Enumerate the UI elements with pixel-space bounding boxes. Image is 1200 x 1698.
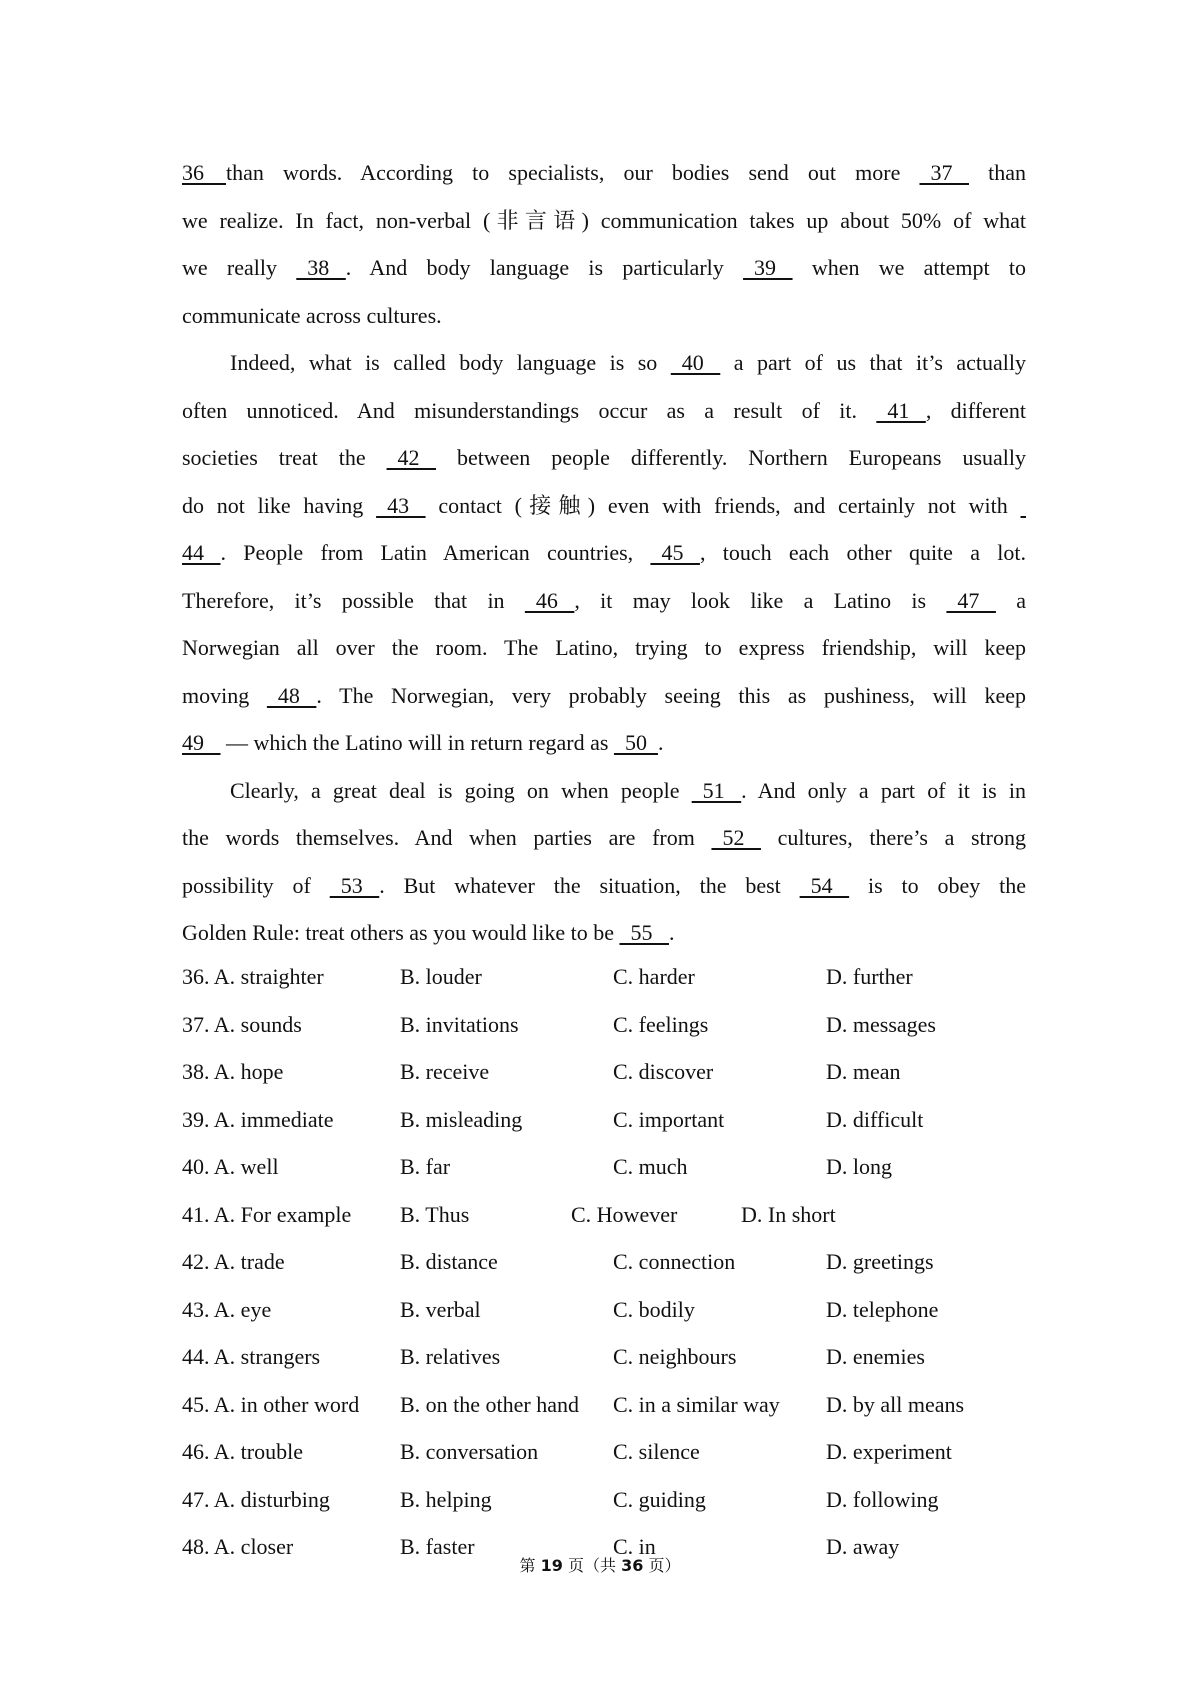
answer-blank: 44	[182, 540, 221, 565]
option-row	[182, 1476, 1026, 1524]
option-d: D. mean	[826, 1059, 901, 1084]
option-a: 36. A. straighter	[182, 964, 324, 989]
option-c: C. feelings	[613, 1011, 709, 1037]
passage-text: possibility of	[182, 872, 330, 898]
option-b: B. faster	[400, 1534, 475, 1559]
passage-text: — which the Latino will in return regard as	[220, 730, 614, 755]
answer-blank	[1021, 482, 1027, 530]
option-row	[182, 1381, 1026, 1429]
passage-text: between people differently. Northern Europeans usually	[436, 445, 1026, 470]
footer-page-number: 19	[540, 1556, 563, 1575]
option-a: 38. A. hope	[182, 1059, 284, 1084]
passage-text: is to obey the	[849, 872, 1026, 898]
option-b: B. on the other hand	[400, 1391, 580, 1417]
option-b: B. Thus	[400, 1201, 470, 1227]
passage-line	[182, 767, 1026, 815]
answer-blank: 53	[329, 872, 380, 898]
passage-line	[182, 577, 1026, 625]
answer-blank: 55	[619, 920, 669, 945]
page-footer	[0, 1553, 1200, 1576]
option-d: D. following	[826, 1486, 939, 1512]
option-c: C. neighbours	[613, 1344, 737, 1369]
option-row	[182, 1238, 1026, 1286]
passage-line	[182, 197, 1026, 245]
option-row	[182, 1428, 1026, 1476]
passage-text: . And only a part of it is in	[741, 777, 1026, 803]
option-b: B. conversation	[400, 1439, 539, 1464]
passage-line	[182, 529, 1026, 577]
option-a: 39. A. immediate	[182, 1106, 334, 1132]
option-b: B. invitations	[400, 1011, 519, 1037]
answer-blank: 51	[691, 777, 742, 803]
option-a: 43. A. eye	[182, 1296, 272, 1322]
option-a: 40. A. well	[182, 1154, 279, 1179]
passage-line	[182, 482, 1026, 530]
passage-text: . The Norwegian, very probably seeing this as pushiness, will keep	[316, 682, 1026, 708]
option-a: 37. A. sounds	[182, 1011, 302, 1037]
option-b: B. helping	[400, 1486, 492, 1512]
option-row	[182, 1001, 1026, 1049]
answer-blank: 40	[670, 350, 721, 375]
passage-line	[182, 244, 1026, 292]
option-a: 47. A. disturbing	[182, 1486, 330, 1512]
passage-text: than words. According to specialists, our bodies send out more	[226, 160, 920, 185]
passage-text: moving	[182, 682, 267, 708]
option-c: C. connection	[613, 1249, 736, 1274]
passage-text: Norwegian all over the room. The Latino, trying to express friendship, will keep	[182, 635, 1026, 660]
answer-blank: 47	[946, 587, 996, 613]
passage-text: we realize. In fact, non-verbal (非言语) communication takes up about 50% of what	[182, 207, 1026, 233]
passage-text: Therefore, it’s possible that in	[182, 587, 525, 613]
passage-line	[182, 909, 1026, 957]
footer-suffix: 页）	[643, 1556, 681, 1575]
option-b: B. distance	[400, 1249, 498, 1274]
footer-middle: 页（共	[562, 1556, 622, 1575]
option-a: 45. A. in other word	[182, 1391, 360, 1417]
passage-text: contact (接触) even with friends, and certainly not with	[425, 492, 1021, 518]
option-d: D. enemies	[826, 1344, 925, 1369]
passage-line	[182, 434, 1026, 482]
passage-line	[182, 719, 1026, 767]
passage-text: . But whatever the situation, the best	[379, 872, 800, 898]
option-b: B. far	[400, 1154, 451, 1179]
option-d: D. difficult	[826, 1106, 924, 1132]
passage-text: Golden Rule: treat others as you would like to be	[182, 920, 620, 945]
answer-blank: 42	[386, 445, 437, 470]
option-row	[182, 953, 1026, 1001]
option-c: C. bodily	[613, 1296, 695, 1322]
option-a: 46. A. trouble	[182, 1439, 303, 1464]
option-c: C. silence	[613, 1439, 700, 1464]
option-c: C. discover	[613, 1059, 714, 1084]
option-b: B. louder	[400, 964, 482, 989]
option-c: C. However	[571, 1201, 678, 1227]
option-b: B. verbal	[400, 1296, 481, 1322]
answer-blank: 49	[182, 730, 221, 755]
passage-line	[182, 387, 1026, 435]
option-d: D. long	[826, 1154, 892, 1179]
answer-blank: 41	[876, 397, 926, 423]
option-c: C. in	[613, 1534, 656, 1559]
option-a: 41. A. For example	[182, 1201, 352, 1227]
answer-blank: 37	[919, 160, 969, 185]
answer-blank: 45	[650, 540, 700, 565]
option-c: C. much	[613, 1154, 688, 1179]
option-d: D. experiment	[826, 1439, 952, 1464]
option-a: 48. A. closer	[182, 1534, 294, 1559]
option-d: D. greetings	[826, 1249, 934, 1274]
option-row	[182, 1191, 1026, 1239]
answer-blank: 50	[613, 730, 658, 755]
passage-text: do not like having	[182, 492, 377, 518]
footer-prefix: 第	[519, 1556, 541, 1575]
passage-text: a part of us that it’s actually	[720, 350, 1026, 375]
answer-blank: 52	[711, 825, 761, 850]
passage-text: .	[668, 920, 675, 945]
answer-blank: 39	[743, 255, 793, 280]
passage-text: .	[657, 730, 664, 755]
option-row	[182, 1096, 1026, 1144]
option-b: B. relatives	[400, 1344, 501, 1369]
passage-line	[182, 292, 1026, 340]
option-a: 44. A. strangers	[182, 1344, 321, 1369]
passage-line	[182, 339, 1026, 387]
answer-blank: 54	[799, 872, 850, 898]
option-d: D. by all means	[826, 1391, 965, 1417]
option-d: D. further	[826, 964, 913, 989]
passage-text: cultures, there’s a strong	[760, 825, 1026, 850]
passage-text: than	[968, 160, 1026, 185]
option-d: D. away	[826, 1534, 900, 1559]
passage-text: we really	[182, 255, 297, 280]
option-c: C. important	[613, 1106, 725, 1132]
answer-blank: 48	[266, 682, 317, 708]
passage-text: , different	[925, 397, 1026, 423]
option-row	[182, 1333, 1026, 1381]
option-d: D. messages	[826, 1011, 936, 1037]
option-d: D. telephone	[826, 1296, 939, 1322]
passage-text: often unnoticed. And misunderstandings occur as a result of it.	[182, 397, 877, 423]
answer-blank: 38	[296, 255, 346, 280]
option-b: B. misleading	[400, 1106, 523, 1132]
passage-text: communicate across cultures.	[182, 302, 442, 328]
cloze-passage	[182, 149, 1026, 957]
passage-text: a	[995, 587, 1026, 613]
passage-line	[182, 862, 1026, 910]
footer-total-pages: 36	[621, 1556, 644, 1575]
passage-text: Clearly, a great deal is going on when people	[230, 777, 692, 803]
passage-text: societies treat the	[182, 445, 387, 470]
passage-text: the words themselves. And when parties are from	[182, 825, 712, 850]
passage-text: , touch each other quite a lot.	[699, 540, 1026, 565]
option-c: C. harder	[613, 964, 695, 989]
answer-options	[182, 953, 1026, 1571]
option-row	[182, 1143, 1026, 1191]
answer-blank: 46	[524, 587, 575, 613]
passage-line	[182, 814, 1026, 862]
option-d: D. In short	[741, 1201, 836, 1227]
option-b: B. receive	[400, 1059, 490, 1084]
passage-text: . People from Latin American countries,	[220, 540, 651, 565]
passage-text: , it may look like a Latino is	[574, 587, 947, 613]
answer-blank: 36	[182, 160, 226, 185]
passage-text: . And body language is particularly	[345, 255, 744, 280]
passage-line	[182, 672, 1026, 720]
option-row	[182, 1286, 1026, 1334]
option-a: 42. A. trade	[182, 1249, 285, 1274]
answer-blank: 43	[376, 492, 426, 518]
passage-line	[182, 149, 1026, 197]
option-c: C. in a similar way	[613, 1391, 780, 1417]
option-c: C. guiding	[613, 1486, 706, 1512]
option-row	[182, 1048, 1026, 1096]
passage-line	[182, 624, 1026, 672]
passage-text: when we attempt to	[792, 255, 1026, 280]
passage-text: Indeed, what is called body language is so	[230, 350, 671, 375]
